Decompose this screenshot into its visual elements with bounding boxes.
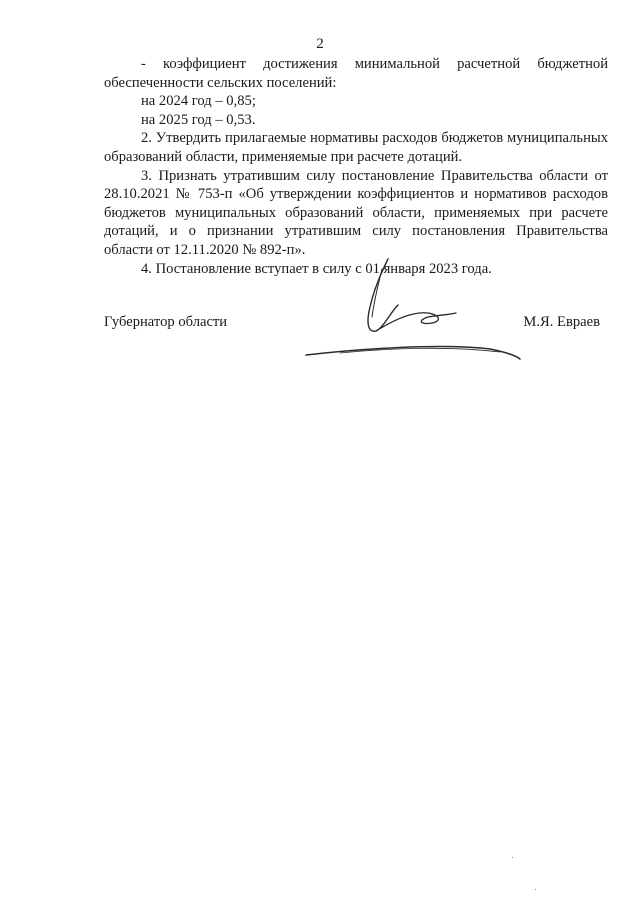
paragraph-item-4: 4. Постановление вступает в силу с 01 января 2023 года. <box>141 260 492 277</box>
document-body <box>104 55 608 278</box>
paragraph-item-3: 3. Признать утратившим силу постановление Правительства области от 28.10.2021 № 753-п «Об утверждении коэффициентов и нормативов расходов бюджетов муниципальных образований области, применяемых при расчете дотаций, и о признании утратившим силу постановления Правительства области от 12.11.2020 № 892-п». <box>104 167 608 258</box>
page-number: 2 <box>316 36 324 52</box>
scan-speck <box>535 889 536 890</box>
paragraph-coefficient: - коэффициент достижения минимальной расчетной бюджетной обеспеченности сельских поселений: <box>104 56 608 91</box>
scan-speck <box>512 857 513 858</box>
paragraph-year-2024: на 2024 год – 0,85; <box>141 93 256 110</box>
handwritten-signature <box>300 255 530 375</box>
paragraph-item-2: 2. Утвердить прилагаемые нормативы расходов бюджетов муниципальных образований области, применяемые при расчете дотаций. <box>104 130 608 165</box>
signer-position: Губернатор области <box>104 314 228 330</box>
signer-name: М.Я. Евраев <box>523 314 600 330</box>
paragraph-year-2025: на 2025 год – 0,53. <box>141 111 256 128</box>
